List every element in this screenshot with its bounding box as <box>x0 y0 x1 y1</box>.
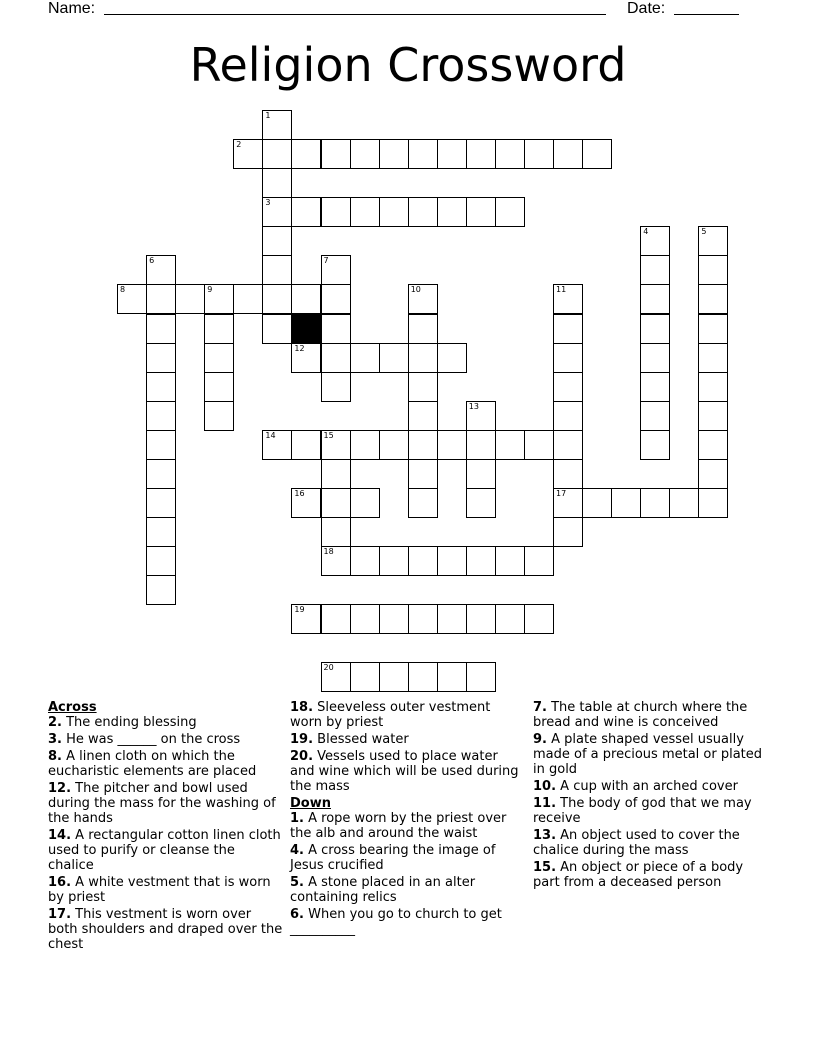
grid-cell[interactable] <box>350 197 380 227</box>
down-clue <box>533 732 768 777</box>
grid-cell[interactable] <box>117 284 147 314</box>
clue-number-14: 14 <box>265 430 276 440</box>
grid-cell[interactable] <box>582 488 612 518</box>
clue-text: When you go to church to get __________ <box>290 907 502 937</box>
down-clue <box>533 828 768 858</box>
clue-number-8: 8 <box>120 285 126 295</box>
clue-text: A cross bearing the image of Jesus crucified <box>290 843 496 873</box>
grid-cell[interactable] <box>524 546 554 576</box>
down-clue <box>290 811 525 841</box>
grid-cell[interactable] <box>379 546 409 576</box>
across-clue <box>48 715 283 730</box>
grid-cell[interactable] <box>408 604 438 634</box>
clue-number: 17. <box>48 907 72 922</box>
grid-cell[interactable] <box>262 110 292 140</box>
grid-cell[interactable] <box>204 401 234 431</box>
clue-text: An object used to cover the chalice during the mass <box>533 828 740 858</box>
grid-cell[interactable] <box>146 284 176 314</box>
grid-cell[interactable] <box>553 459 583 489</box>
clue-number: 19. <box>290 732 314 747</box>
grid-cell[interactable] <box>350 430 380 460</box>
grid-cell[interactable] <box>698 226 728 256</box>
down-clue <box>533 700 768 730</box>
clue-number: 2. <box>48 715 62 730</box>
grid-cell[interactable] <box>146 488 176 518</box>
down-clue <box>533 860 768 890</box>
across-clue <box>290 749 525 794</box>
clue-text: A cup with an arched cover <box>556 779 738 794</box>
grid-cell[interactable] <box>321 546 351 576</box>
grid-cell[interactable] <box>495 139 525 169</box>
clue-number: 15. <box>533 860 557 875</box>
grid-cell[interactable] <box>466 604 496 634</box>
grid-cell[interactable] <box>640 343 670 373</box>
down-clue <box>533 779 768 794</box>
grid-cell[interactable] <box>175 284 205 314</box>
clue-number: 13. <box>533 828 557 843</box>
grid-cell[interactable] <box>321 459 351 489</box>
clue-text: The table at church where the bread and wine is conceived <box>533 700 748 730</box>
grid-cell[interactable] <box>350 662 380 692</box>
grid-cell[interactable] <box>640 255 670 285</box>
grid-cell[interactable] <box>698 488 728 518</box>
grid-cell[interactable] <box>350 343 380 373</box>
grid-cell[interactable] <box>553 139 583 169</box>
clue-number: 6. <box>290 907 304 922</box>
grid-cell[interactable] <box>466 401 496 431</box>
grid-cell[interactable] <box>640 401 670 431</box>
grid-cell[interactable] <box>553 401 583 431</box>
grid-cell[interactable] <box>669 488 699 518</box>
clue-text: A plate shaped vessel usually made of a precious metal or plated in gold <box>533 732 763 777</box>
grid-cell[interactable] <box>204 314 234 344</box>
grid-cell[interactable] <box>495 546 525 576</box>
clue-number-5: 5 <box>701 227 707 237</box>
grid-cell[interactable] <box>437 604 467 634</box>
grid-cell[interactable] <box>408 662 438 692</box>
page-title: Religion Crossword <box>189 38 627 92</box>
across-clue <box>48 907 283 952</box>
clue-text: This vestment is worn over both shoulders and draped over the chest <box>48 907 283 952</box>
grid-cell[interactable] <box>262 226 292 256</box>
down-clue <box>533 796 768 826</box>
grid-cell[interactable] <box>146 459 176 489</box>
clue-text: Vessels used to place water and wine which will be used during the mass <box>290 749 519 794</box>
grid-cell[interactable] <box>408 139 438 169</box>
grid-cell[interactable] <box>262 314 292 344</box>
grid-cell[interactable] <box>262 197 292 227</box>
grid-cell[interactable] <box>379 139 409 169</box>
grid-cell[interactable] <box>321 284 351 314</box>
grid-cell[interactable] <box>321 197 351 227</box>
name-label: Name: <box>48 0 96 17</box>
grid-cell[interactable] <box>321 517 351 547</box>
grid-cell[interactable] <box>698 255 728 285</box>
grid-cell[interactable] <box>146 343 176 373</box>
clue-text: The pitcher and bowl used during the mass for the washing of the hands <box>48 781 276 826</box>
grid-cell[interactable] <box>698 401 728 431</box>
grid-cell[interactable] <box>321 139 351 169</box>
grid-cell[interactable] <box>408 546 438 576</box>
grid-cell[interactable] <box>408 284 438 314</box>
grid-cell[interactable] <box>466 197 496 227</box>
across-clue <box>48 781 283 826</box>
grid-cell[interactable] <box>321 255 351 285</box>
grid-cell[interactable] <box>640 430 670 460</box>
clue-text: The body of god that we may receive <box>533 796 752 826</box>
grid-cell[interactable] <box>640 284 670 314</box>
across-clue <box>290 732 525 747</box>
clue-number-19: 19 <box>294 605 305 615</box>
clue-text: A white vestment that is worn by priest <box>48 875 271 905</box>
grid-cell[interactable] <box>582 139 612 169</box>
grid-cell[interactable] <box>233 284 263 314</box>
grid-cell[interactable] <box>408 372 438 402</box>
grid-cell[interactable] <box>408 197 438 227</box>
clue-number-6: 6 <box>149 256 155 266</box>
grid-cell[interactable] <box>437 430 467 460</box>
clue-text: He was ______ on the cross <box>61 732 241 747</box>
clue-text: A rectangular cotton linen cloth used to purify or cleanse the chalice <box>48 828 281 873</box>
clue-number-1: 1 <box>265 111 271 120</box>
clue-text: Blessed water <box>313 732 409 747</box>
across-clue <box>48 749 283 779</box>
grid-cell[interactable] <box>553 343 583 373</box>
down-clue <box>290 875 525 905</box>
grid-cell[interactable] <box>262 284 292 314</box>
across-clue <box>48 875 283 905</box>
date-label: Date: <box>627 0 666 17</box>
down-clue <box>290 907 525 937</box>
grid-cell[interactable] <box>698 372 728 402</box>
grid-cell[interactable] <box>262 139 292 169</box>
grid-cell[interactable] <box>146 546 176 576</box>
grid-cell[interactable] <box>262 430 292 460</box>
clue-number: 7. <box>533 700 547 715</box>
clue-number-9: 9 <box>207 285 213 295</box>
grid-cell[interactable] <box>291 604 321 634</box>
grid-cell[interactable] <box>408 488 438 518</box>
grid-cell[interactable] <box>553 517 583 547</box>
grid-cell[interactable] <box>291 343 321 373</box>
grid-cell[interactable] <box>321 372 351 402</box>
grid-cell[interactable] <box>553 430 583 460</box>
clue-number-12: 12 <box>294 343 305 353</box>
grid-cell[interactable] <box>321 488 351 518</box>
grid-cell[interactable] <box>640 226 670 256</box>
clue-number: 3. <box>48 732 62 747</box>
grid-cell[interactable] <box>321 343 351 373</box>
across-clue <box>48 828 283 873</box>
across-clue <box>290 700 525 730</box>
grid-cell[interactable] <box>698 284 728 314</box>
grid-cell[interactable] <box>698 430 728 460</box>
clue-number: 4. <box>290 843 304 858</box>
grid-cell[interactable] <box>379 662 409 692</box>
grid-cell[interactable] <box>146 255 176 285</box>
grid-cell[interactable] <box>146 314 176 344</box>
grid-cell[interactable] <box>698 314 728 344</box>
clue-text: An object or piece of a body part from a deceased person <box>533 860 744 890</box>
clue-number-10: 10 <box>410 285 421 295</box>
grid-cell[interactable] <box>146 517 176 547</box>
clues-column-3 <box>533 700 768 892</box>
clue-number-13: 13 <box>468 401 479 411</box>
grid-cell[interactable] <box>640 372 670 402</box>
grid-cell[interactable] <box>233 139 263 169</box>
clue-number-3: 3 <box>265 198 271 208</box>
grid-cell[interactable] <box>379 604 409 634</box>
clue-number-4: 4 <box>643 227 649 237</box>
grid-cell[interactable] <box>262 168 292 198</box>
grid-cell[interactable] <box>524 139 554 169</box>
down-clue <box>290 843 525 873</box>
clue-number: 14. <box>48 828 72 843</box>
across-heading: Across <box>48 700 97 715</box>
grid-cell[interactable] <box>408 314 438 344</box>
grid-cell[interactable] <box>350 139 380 169</box>
grid-cell[interactable] <box>611 488 641 518</box>
grid-cell[interactable] <box>379 197 409 227</box>
clue-number: 18. <box>290 700 314 715</box>
clue-number-7: 7 <box>323 256 329 266</box>
grid-cell[interactable] <box>291 197 321 227</box>
grid-cell[interactable] <box>437 139 467 169</box>
clue-number: 5. <box>290 875 304 890</box>
grid-cell[interactable] <box>146 430 176 460</box>
down-heading: Down <box>290 796 331 811</box>
grid-cell[interactable] <box>640 314 670 344</box>
grid-cell[interactable] <box>495 604 525 634</box>
grid-cell[interactable] <box>204 284 234 314</box>
clue-number-11: 11 <box>556 285 567 295</box>
clues-column-1 <box>48 700 283 954</box>
grid-cell[interactable] <box>437 546 467 576</box>
grid-cell[interactable] <box>408 430 438 460</box>
grid-cell[interactable] <box>466 139 496 169</box>
grid-cell[interactable] <box>466 662 496 692</box>
grid-cell[interactable] <box>495 197 525 227</box>
grid-cell[interactable] <box>204 372 234 402</box>
across-clue <box>48 732 283 747</box>
clue-text: A stone placed in an alter containing relics <box>290 875 476 905</box>
grid-cell[interactable] <box>321 662 351 692</box>
grid-cell[interactable] <box>146 401 176 431</box>
grid-cell[interactable] <box>495 430 525 460</box>
grid-cell[interactable] <box>379 430 409 460</box>
clue-number: 1. <box>290 811 304 826</box>
grid-cell[interactable] <box>291 430 321 460</box>
clue-number: 11. <box>533 796 557 811</box>
clues-column-2 <box>290 700 525 939</box>
grid-cell[interactable] <box>466 430 496 460</box>
clue-text: The ending blessing <box>61 715 197 730</box>
clue-number: 10. <box>533 779 557 794</box>
grid-cell[interactable] <box>350 604 380 634</box>
grid-cell[interactable] <box>379 343 409 373</box>
clue-number: 9. <box>533 732 547 747</box>
grid-cell[interactable] <box>466 546 496 576</box>
clue-number: 12. <box>48 781 72 796</box>
clue-number-15: 15 <box>323 430 334 440</box>
clue-text: A linen cloth on which the eucharistic elements are placed <box>48 749 257 779</box>
grid-cell[interactable] <box>291 284 321 314</box>
grid-cell[interactable] <box>350 488 380 518</box>
clue-number-2: 2 <box>236 140 242 150</box>
clue-number: 8. <box>48 749 62 764</box>
clue-number-17: 17 <box>556 488 567 498</box>
grid-cell[interactable] <box>466 488 496 518</box>
grid-cell[interactable] <box>524 430 554 460</box>
clue-number-18: 18 <box>323 547 334 556</box>
grid-cell[interactable] <box>553 372 583 402</box>
grid-cell[interactable] <box>466 459 496 489</box>
grid-cell[interactable] <box>291 488 321 518</box>
grid-cell[interactable] <box>553 488 583 518</box>
grid-cell[interactable] <box>204 343 234 373</box>
grid-cell[interactable] <box>524 604 554 634</box>
grid-cell[interactable] <box>350 546 380 576</box>
grid-cell[interactable] <box>553 284 583 314</box>
grid-cell[interactable] <box>321 314 351 344</box>
clue-number-16: 16 <box>294 488 305 498</box>
grid-cell[interactable] <box>262 255 292 285</box>
clue-text: A rope worn by the priest over the alb and around the waist <box>290 811 507 841</box>
grid-cell[interactable] <box>408 401 438 431</box>
grid-cell[interactable] <box>291 139 321 169</box>
clue-number: 20. <box>290 749 314 764</box>
grid-cell[interactable] <box>408 459 438 489</box>
clue-text: Sleeveless outer vestment worn by priest <box>290 700 491 730</box>
grid-cell[interactable] <box>146 372 176 402</box>
grid-cell[interactable] <box>146 575 176 605</box>
grid-cell[interactable] <box>408 343 438 373</box>
grid-cell[interactable] <box>640 488 670 518</box>
grid-cell[interactable] <box>553 314 583 344</box>
grid-cell[interactable] <box>698 459 728 489</box>
grid-cell[interactable] <box>321 604 351 634</box>
grid-cell[interactable] <box>437 197 467 227</box>
grid-cell[interactable] <box>321 430 351 460</box>
black-square <box>291 314 321 344</box>
clue-number: 16. <box>48 875 72 890</box>
clue-number-20: 20 <box>323 663 334 673</box>
grid-cell[interactable] <box>437 343 467 373</box>
grid-cell[interactable] <box>698 343 728 373</box>
grid-cell[interactable] <box>437 662 467 692</box>
